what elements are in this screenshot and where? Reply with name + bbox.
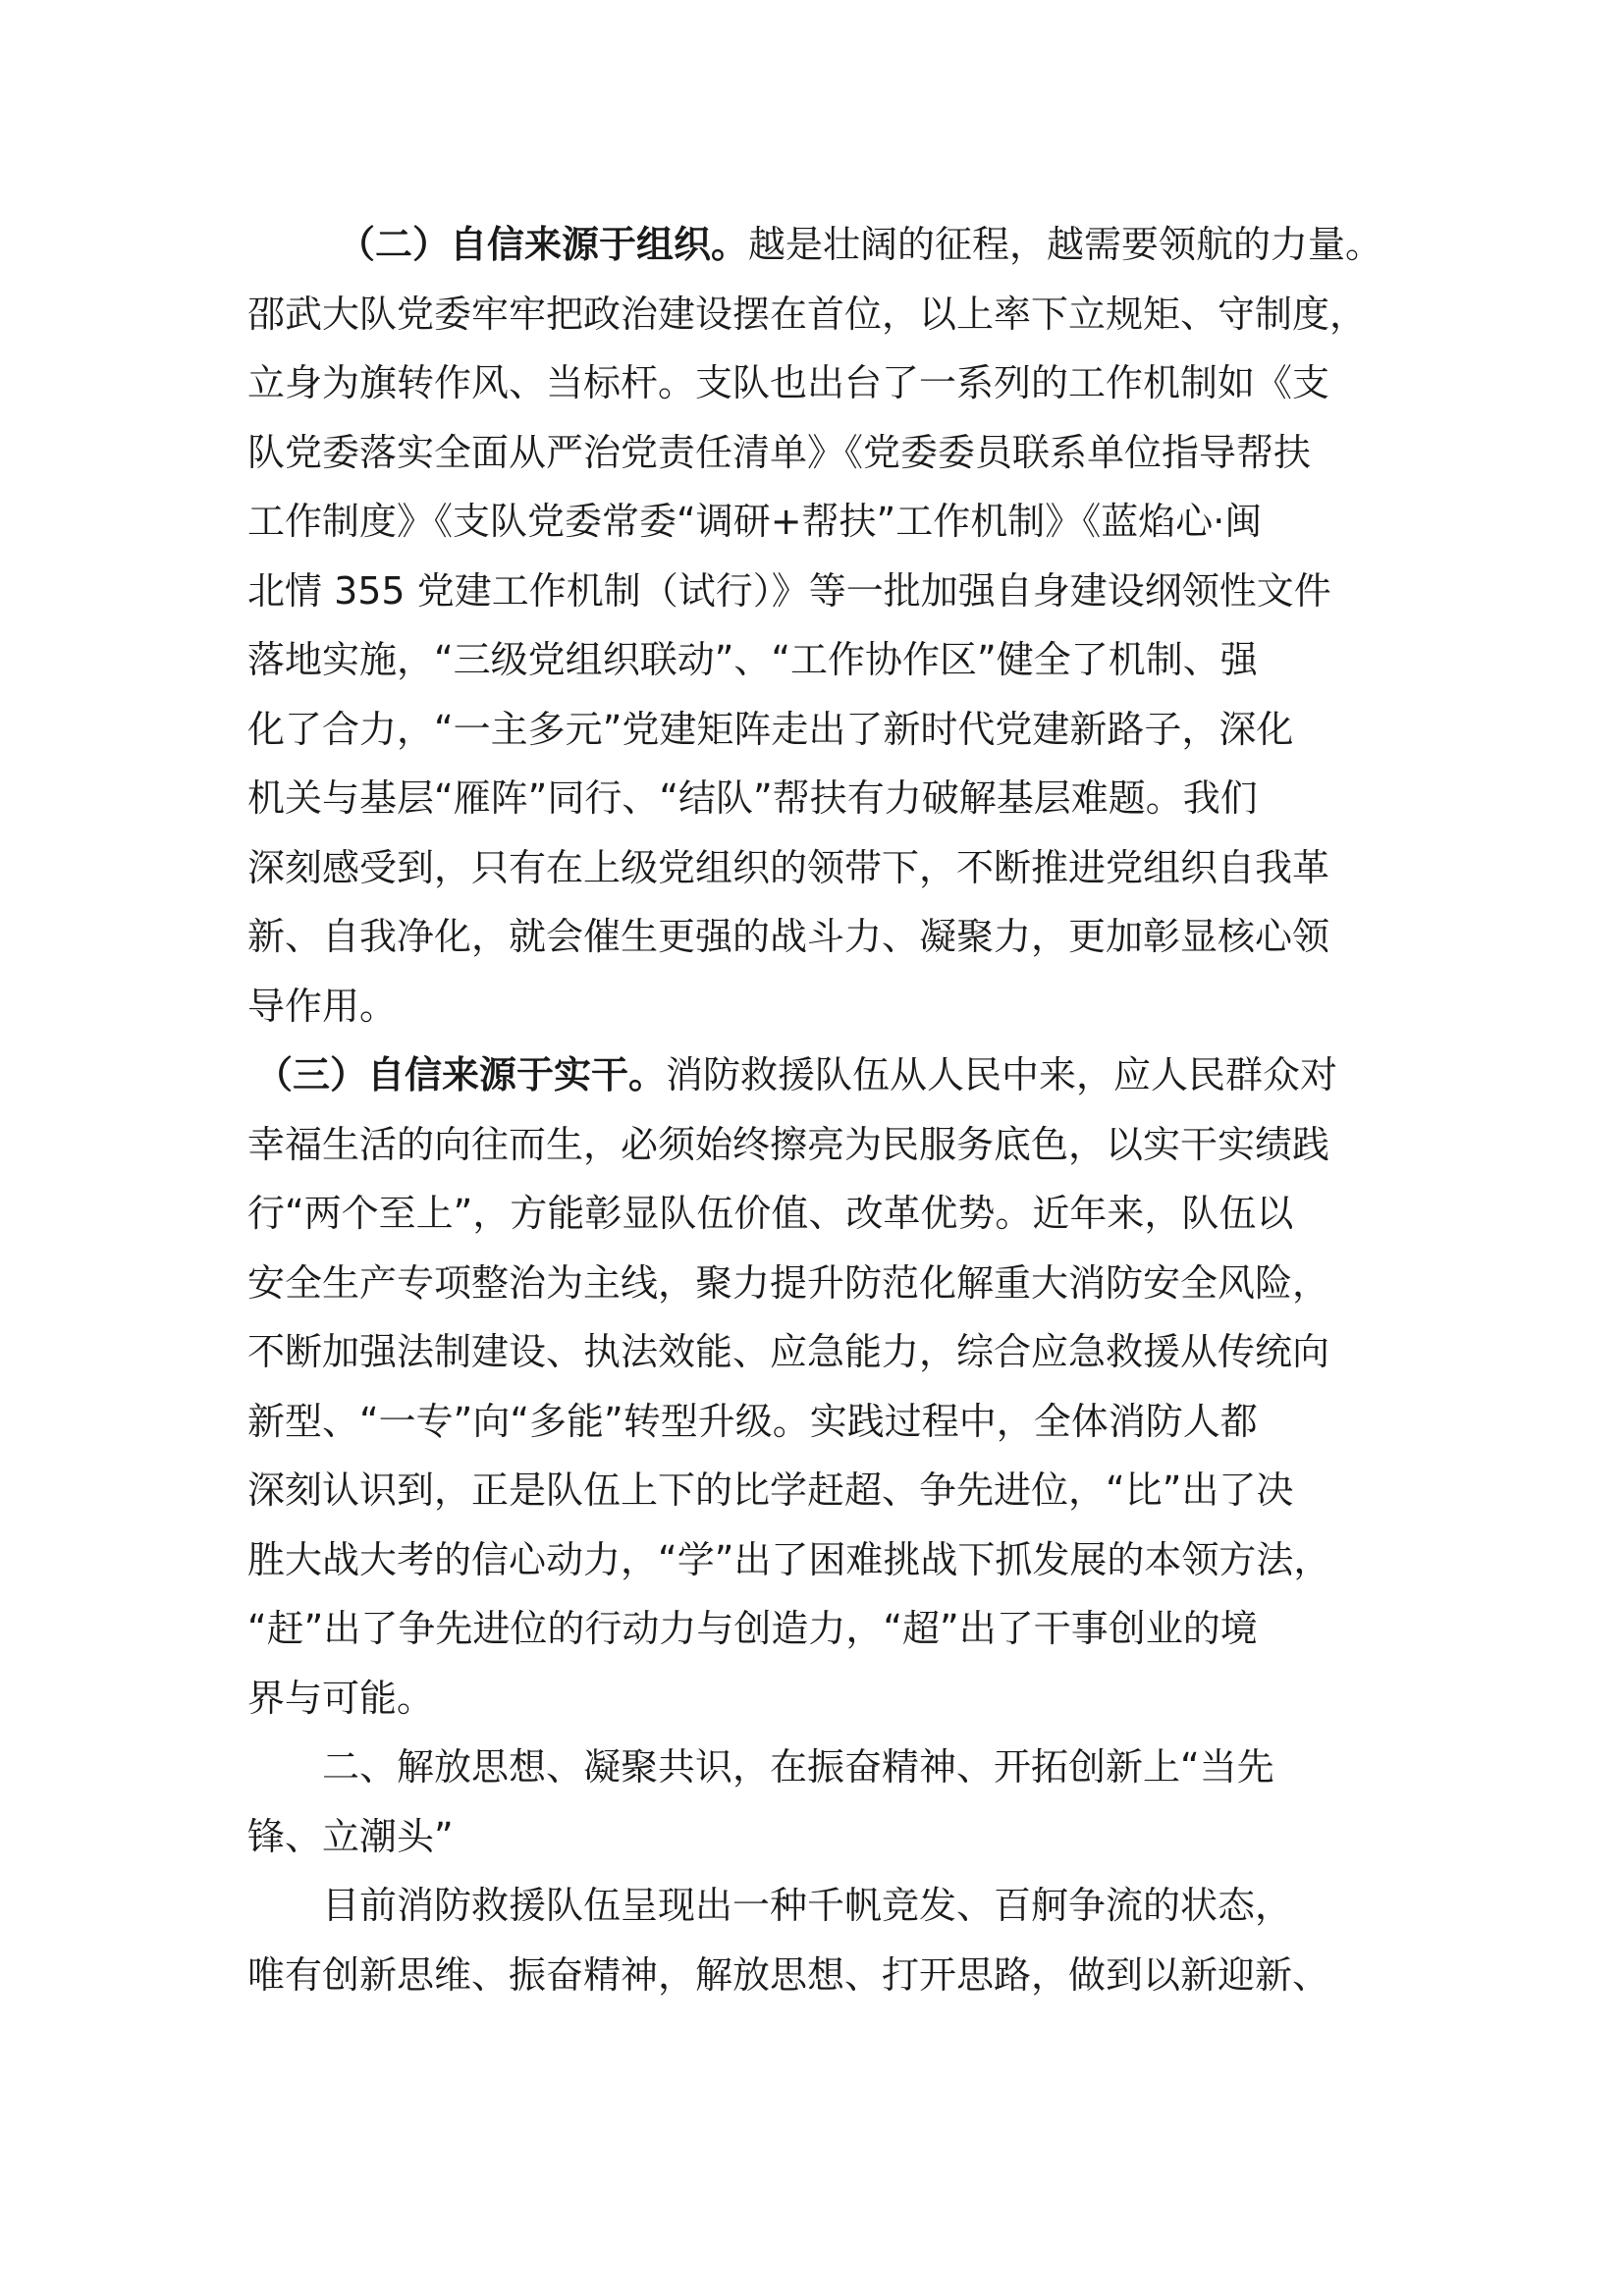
section-two-line: 邵武大队党委牢牢把政治建设摆在首位，以上率下立规矩、守制度， [247, 292, 1368, 336]
section-two-line: 机关与基层“雁阵”同行、“结队”帮扶有力破解基层难题。我们 [247, 776, 1258, 820]
part-two-title [247, 1733, 1386, 1871]
section-two-first-line [247, 210, 1386, 280]
part-two-body-line: 目前消防救援队伍呈现出一种千帆竞发、百舸争流的状态， [322, 1884, 1293, 1927]
section-three-line: 界与可能。 [247, 1676, 435, 1720]
section-three-line: 幸福生活的向往而生，必须始终擦亮为民服务底色，以实干实绩践 [247, 1122, 1330, 1166]
section-three-first-line [247, 1041, 1386, 1110]
section-two-line: 新、自我净化，就会催生更强的战斗力、凝聚力，更加彰显核心领 [247, 915, 1330, 958]
section-three-heading: （三）自信来源于实干。 [255, 1053, 667, 1096]
part-two-body-paragraph [247, 1871, 1386, 2009]
section-two-line: 工作制度》《支队党委常委“调研+帮扶”工作机制》《蓝焰心·闽 [247, 500, 1263, 543]
section-two-line: 落地实施，“三级党组织联动”、“工作协作区”健全了机制、强 [247, 638, 1258, 681]
section-three-line: 不断加强法制建设、执法效能、应急能力，综合应急救援从传统向 [247, 1330, 1330, 1373]
section-two-line: 深刻感受到，只有在上级党组织的领带下，不断推进党组织自我革 [247, 845, 1330, 889]
section-three-line: 新型、“一专”向“多能”转型升级。实践过程中，全体消防人都 [247, 1399, 1258, 1443]
section-three-line: 深刻认识到，正是队伍上下的比学赶超、争先进位，“比”出了决 [247, 1468, 1294, 1512]
section-three-line: 消防救援队伍从人民中来，应人民群众对 [666, 1053, 1338, 1096]
section-two-line: 北情 355 党建工作机制（试行）》等一批加强自身建设纲领性文件 [247, 568, 1331, 613]
section-two-line: 队党委落实全面从严治党责任清单》《党委委员联系单位指导帮扶 [247, 430, 1312, 474]
part-two-title-line: 锋、立潮头” [247, 1814, 454, 1858]
section-three-line: “赶”出了争先进位的行动力与创造力，“超”出了干事创业的境 [247, 1607, 1258, 1650]
section-two-line: 越是壮阔的征程，越需要领航的力量。 [748, 223, 1383, 266]
section-two-line: 导作用。 [247, 984, 398, 1028]
section-two-line: 化了合力，“一主多元”党建矩阵走出了新时代党建新路子，深化 [247, 707, 1294, 751]
section-three-line: 安全生产专项整治为主线，聚力提升防范化解重大消防安全风险， [247, 1260, 1330, 1305]
section-two-line: 立身为旗转作风、当标杆。支队也出台了一系列的工作机制如《支 [247, 361, 1330, 404]
section-three-line: 行“两个至上”，方能彰显队伍价值、改革优势。近年来，队伍以 [247, 1192, 1294, 1235]
part-two-title-line: 二、解放思想、凝聚共识，在振奋精神、开拓创新上“当先 [322, 1745, 1274, 1789]
section-two-heading: （二）自信来源于组织。 [338, 223, 749, 266]
section-three-line: 胜大战大考的信心动力，“学”出了困难挑战下抓发展的本领方法， [247, 1537, 1331, 1581]
document-body [247, 210, 1386, 2009]
section-two-paragraph [247, 210, 1386, 1041]
section-three-paragraph [247, 1041, 1386, 1733]
part-two-body-line: 唯有创新思维、振奋精神，解放思想、打开思路，做到以新迎新、 [247, 1952, 1330, 1997]
